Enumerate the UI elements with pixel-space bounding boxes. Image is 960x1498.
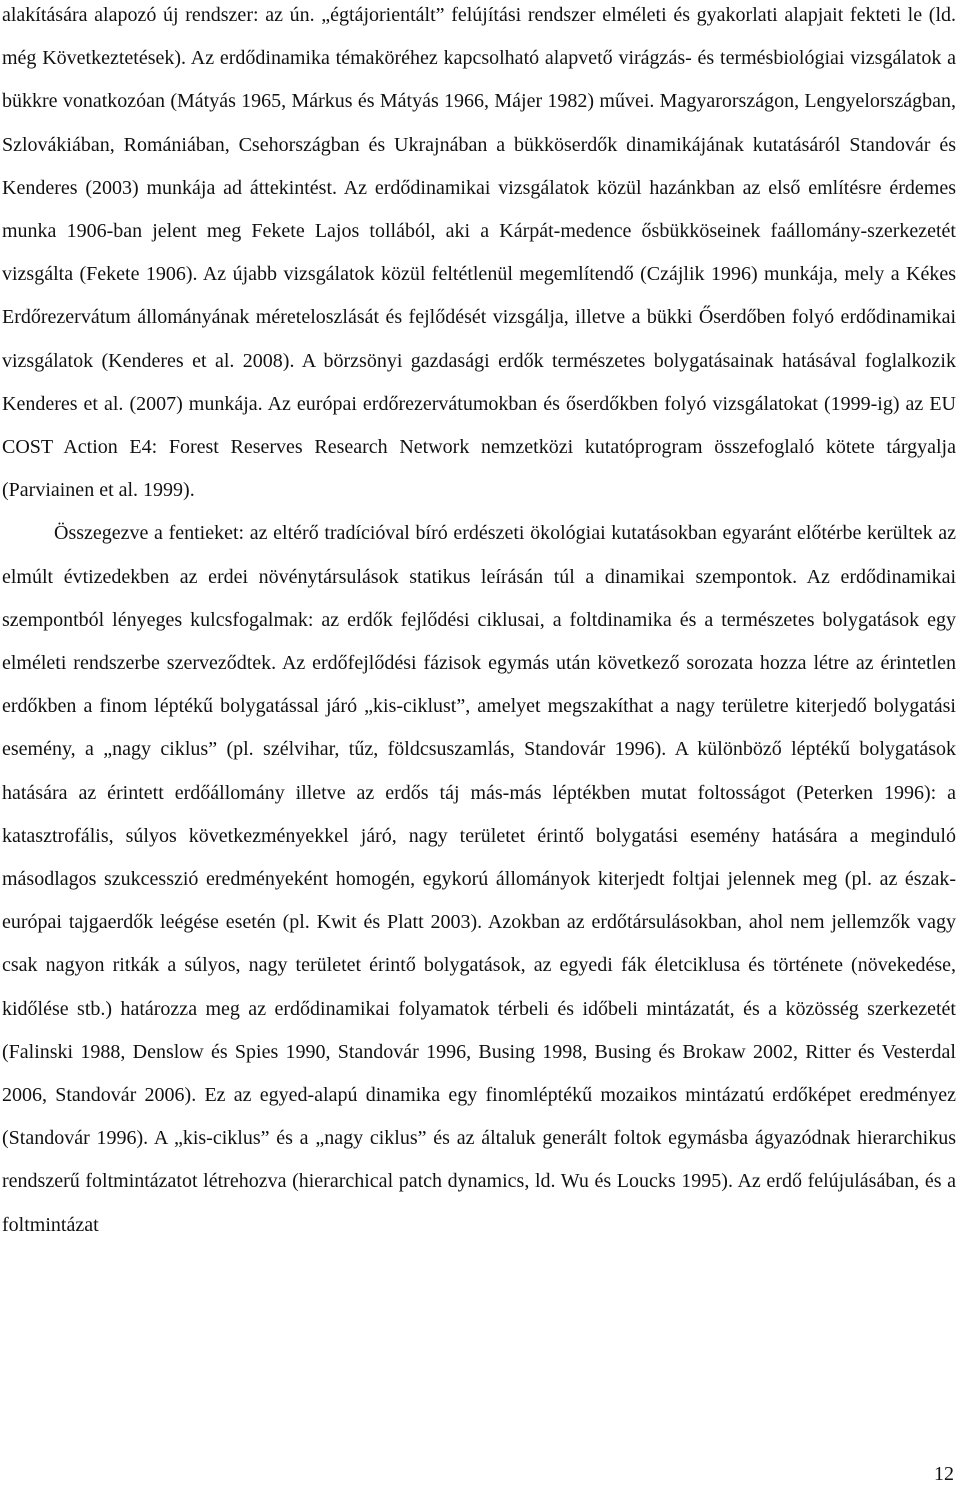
page-number: 12 <box>934 1463 954 1485</box>
paragraph: Összegezve a fentieket: az eltérő tradícióval bíró erdészeti ökológiai kutatásokban egyaránt előtérbe kerültek az elmúlt évtizedekben az erdei növénytársulások statikus leírásán túl a dinamikai szempontok. Az erdődinamikai szempontból lényeges kulcsfogalmak: az erdők fejlődési ciklusai, a foltdinamika és a természetes bolygatások egy elméleti rendszerbe szerveződtek. Az erdőfejlődési fázisok egymás után következő sorozata hozza létre az érintetlen erdőkben a finom léptékű bolygatással járó „kis-ciklust”, amelyet megszakíthat a nagy területre kiterjedő bolygatási esemény, a „nagy ciklus” (pl. szélvihar, tűz, földcsuszamlás, Standovár 1996). A különböző léptékű bolygatások hatására az érintett erdőállomány illetve az erdős táj más-más léptékben mutat foltosságot (Peterken 1996): a katasztrofális, súlyos következményekkel járó, nagy területet érintő bolygatási esemény hatására a meginduló másodlagos szukcesszió eredményeként homogén, egykorú állományok kiterjedt foltjai jelennek meg (pl. az észak-európai tajgaerdők leégése esetén (pl. Kwit és Platt 2003). Azokban az erdőtársulásokban, ahol nem jellemzők vagy csak nagyon ritkák a súlyos, nagy területet érintő bolygatások, az egyedi fák életciklusa és története (növekedése, kidőlése stb.) határozza meg az erdődinamikai folyamatok térbeli és időbeli mintázatát, és a közösség szerkezetét (Falinski 1988, Denslow és Spies 1990, Standovár 1996, Busing 1998, Busing és Brokaw 2002, Ritter és Vesterdal 2006, Standovár 2006). Ez az egyed-alapú dinamika egy finomléptékű mozaikos mintázatú erdőképet eredményez (Standovár 1996). A „kis-ciklus” és a „nagy ciklus” és az általuk generált foltok egymásba ágyazódnak hierarchikus rendszerű foltmintázatot létrehozva (hierarchical patch dynamics, ld. Wu és Loucks 1995). Az erdő felújulásában, és a foltmintázat <box>2 522 956 1236</box>
paragraph: alakítására alapozó új rendszer: az ún. „égtájorientált” felújítási rendszer elméleti és gyakorlati alapjait fekteti le (ld. még Következtetések). Az erdődinamika témaköréhez kapcsolható alapvető virágzás- és termésbiológiai vizsgálatok a bükkre vonatkozóan (Mátyás 1965, Márkus és Mátyás 1966, Májer 1982) művei. Magyarországon, Lengyelországban, Szlovákiában, Romániában, Csehországban és Ukrajnában a bükköserdők dinamikájának kutatásáról Standovár és Kenderes (2003) munkája ad áttekintést. Az erdődinamikai vizsgálatok közül hazánkban az első említésre érdemes munka 1906-ban jelent meg Fekete Lajos tollából, aki a Kárpát-medence ősbükköseinek faállomány-szerkezetét vizsgálta (Fekete 1906). Az újabb vizsgálatok közül feltétlenül megemlítendő (Czájlik 1996) munkája, mely a Kékes Erdőrezervátum állományának méreteloszlását és fejlődését vizsgálja, illetve a bükki Őserdőben folyó erdődinamikai vizsgálatok (Kenderes et al. 2008). A börzsönyi gazdasági erdők természetes bolygatásainak hatásával foglalkozik Kenderes et al. (2007) munkája. Az európai erdőrezervátumokban és őserdőkben folyó vizsgálatokat (1999-ig) az EU COST Action E4: Forest Reserves Research Network nemzetközi kutatóprogram összefoglaló kötete tárgyalja (Parviainen et al. 1999). <box>2 4 956 502</box>
body-text <box>2 0 956 1247</box>
